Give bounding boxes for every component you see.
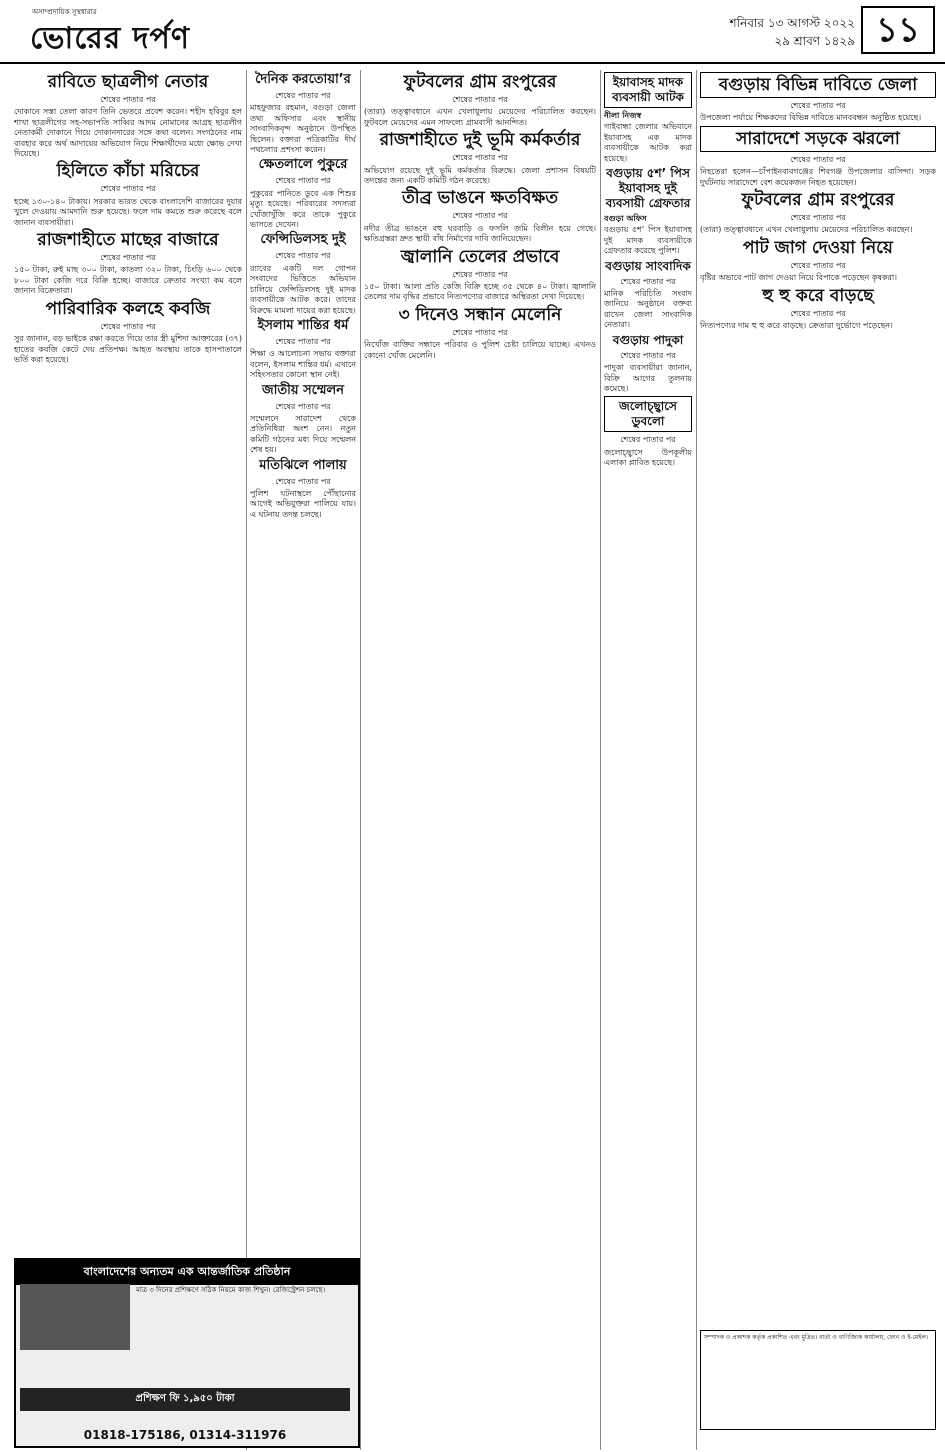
ad-phone[interactable]: 01818-175186, 01314-311976 (83, 1428, 287, 1442)
headline[interactable]: বগুড়ায় ৫শ’ পিস ইয়াবাসহ দুই ব্যবসায়ী গ্রেফতার (605, 166, 691, 211)
column-1 (14, 70, 242, 1250)
column-divider (696, 70, 697, 1450)
headline[interactable]: রাজশাহীতে দুই ভূমি কর্মকর্তার (379, 130, 581, 151)
article-body: ১৫০ টাকা। আলা প্রতি কেজি বিক্রি হচ্ছে ৩৫ থেকে ৪০ টাকা। জ্বালানি তেলের দাম বৃদ্ধির প্রভাবে নিত্যপণ্যের বাজারে অস্থিরতা দেখা দিয়েছে। (364, 282, 596, 302)
headline[interactable]: বগুড়ায় পাদুকা (612, 332, 684, 347)
date-gregorian: শনিবার ১৩ আগস্ট ২০২২ (729, 16, 855, 30)
headline[interactable]: দৈনিক করতোয়া’র (255, 72, 351, 87)
headline[interactable]: জাতীয় সম্মেলন (262, 382, 344, 398)
headline[interactable]: ৩ দিনেও সন্ধান মেলেনি (398, 304, 562, 325)
advertisement[interactable] (14, 1258, 360, 1448)
article-body: গাইবান্ধা জেলার অভিযানে ইয়াবাসহ এক মাদক ব্যবসায়ীকে আটক করা হয়েছে। (604, 122, 692, 163)
newspaper-logo[interactable]: ভোরের দর্পণ (30, 21, 190, 56)
masthead (0, 0, 945, 64)
headline[interactable]: রাজশাহীতে মাছের বাজারে (37, 230, 219, 251)
article-body: সম্মেলনে সারাদেশ থেকে প্রতিনিধিরা অংশ নেন। নতুন কমিটি গঠনের মধ্য দিয়ে সম্মেলন শেষ হয়। (250, 413, 356, 455)
headline[interactable]: ইসলাম শান্তির ধর্ম (257, 317, 349, 333)
ad-body: মাত্র ৩ দিনের প্রশিক্ষণে সঠিক নিয়মে কাজ শিখুন। রেজিস্ট্রেশন চলছে। (136, 1286, 326, 1294)
headline[interactable]: ফুটবলের গ্রাম রংপুরের (403, 72, 557, 92)
kicker: শেষের পাতার পর (452, 153, 508, 163)
masthead-tagline: অসাম্প্রদায়িক সুস্থধারার (32, 8, 97, 16)
article-body: মানিক পরিচিতি সংবাদ জানিয়ে অনুষ্ঠানে বক্তব্য রাখেন জেলা সাংবাদিক নেতারা। (604, 289, 692, 330)
article-body: দোকানে সস্তা তেলা কারণ তিনি ভেতরে প্রবেশ করেন। শহীদ হবিবুর হল শাখা ছাত্রলীগের সহ-সভাপতি সাব্বির আদম নোমানের আগ্রহ ছাত্রলীগ নেতাকর্মী দোকানে গিয়ে দোকানদারের সঙ্গে কথা বলেন। সংগঠনের নাম ব্যবহার করে অর্থ আদায়ের অভিযোগ নিয়ে শিক্ষার্থীদের মধ্যে ক্ষোভ দেখা দিয়েছে। (14, 107, 242, 159)
kicker: শেষের পাতার পর (452, 95, 508, 104)
headline[interactable]: রাবিতে ছাত্রলীগ নেতার (47, 72, 209, 92)
date-bengali: ২৯ শ্রাবণ ১৪২৯ (774, 34, 855, 48)
kicker: শেষের পাতার পর (790, 260, 846, 270)
kicker: শেষের পাতার পর (790, 154, 846, 164)
article-body: উপজেলা পর্যায়ে শিক্ষকদের বিভিন্ন দাবিতে মানববন্ধন অনুষ্ঠিত হয়েছে। (700, 113, 922, 123)
kicker: শেষের পাতার পর (275, 401, 331, 411)
kicker: শেষের পাতার পর (275, 336, 331, 346)
column-5 (700, 70, 936, 1320)
kicker: শেষের পাতার পর (100, 253, 156, 263)
article-body: পুলিশ ঘটনাস্থলে পৌঁছানোর আগেই অভিযুক্তরা পালিয়ে যায়। এ ঘটনায় তদন্ত চলছে। (250, 488, 356, 519)
article-body: বৃষ্টির অভাবে পাট জাগ দেওয়া নিয়ে বিপাকে পড়েছেন কৃষকরা। (700, 273, 898, 283)
article-body: বগুড়ায় ৫শ’ পিস ইয়াবাসহ দুই মাদক ব্যবসায়ীকে গ্রেফতার করেছে পুলিশ। (604, 225, 692, 256)
article-body: নদীর তীব্র ভাঙনে বহু ঘরবাড়ি ও ফসলি জমি বিলীন হয়ে গেছে। ক্ষতিগ্রস্তরা দ্রুত স্থায়ী বাঁধ নির্মাণের দাবি জানিয়েছেন। (364, 223, 596, 244)
kicker: শেষের পাতার পর (790, 308, 846, 318)
headline[interactable]: জ্বালানি তেলের প্রভাবে (400, 246, 560, 267)
article-body: র‍্যাবের একটি দল গোপন সংবাদের ভিত্তিতে অভিযান চালিয়ে ফেন্সিডিলসহ দুই মাদক ব্যবসায়ীকে আটক করে। তাদের বিরুদ্ধে মামলা দায়ের করা হয়েছে। (250, 263, 356, 315)
article-body: (তারা) তত্ত্বাবধানে এখন খেলাধুলায় মেয়েদের পরিচালিত করছেন। (700, 225, 913, 235)
ad-headline: বাংলাদেশের অন্যতম এক আন্তর্জাতিক প্রতিষ্ঠান (16, 1260, 358, 1285)
article-body: পাদুকা ব্যবসায়ীরা জানান, বিক্রি আগের তুলনায় কমেছে। (604, 363, 692, 393)
headline[interactable]: ফুটবলের গ্রাম রংপুরের (741, 190, 895, 211)
kicker: শেষের পাতার পর (100, 95, 156, 104)
headline[interactable]: ক্ষেতলালে পুকুরে (258, 157, 348, 173)
article-body: (তারা) তত্ত্বাবধানে এখন খেলাধুলায় মেয়েদের পরিচালিত করছেন। ফুটবলে মেয়েদের এমন সাফল্যে গ্রামবাসী আনন্দিত। (364, 107, 596, 127)
headline[interactable]: পাট জাগ দেওয়া নিয়ে (743, 237, 893, 258)
kicker: শেষের পাতার পর (790, 213, 846, 223)
article-body: সুর জানান, বড় ভাইকে রক্ষা করতে গিয়ে তার স্ত্রী মুশিদা আক্তারের (৩৭) হাতের কবজি কেটে দেয় প্রতিপক্ষ। আহত অবস্থায় তাকে হাসপাতালে ভর্তি করা হয়েছে। (14, 334, 242, 364)
kicker: শেষের পাতার পর (790, 101, 846, 110)
article-body: নিহতেরা হলেন—চাঁপাইনবাবগঞ্জের শিবগঞ্জ উপজেলার বাসিন্দা। সড়ক দুর্ঘটনায় সারাদেশে বেশ কয়েকজন নিহত হয়েছেন। (700, 167, 936, 187)
column-divider (360, 70, 361, 1450)
article-body: অভিযোগ রয়েছে দুই ভূমি কর্মকর্তার বিরুদ্ধে। জেলা প্রশাসন বিষয়টি তদন্তের জন্য একটি কমিটি গঠন করেছে। (364, 165, 596, 186)
article-body: নিখোঁজ ব্যক্তির সন্ধানে পরিবার ও পুলিশ চেষ্টা চালিয়ে যাচ্ছে। এখনও কোনো খোঁজ মেলেনি। (364, 340, 596, 360)
headline[interactable]: জলোচ্ছ্বাসে ডুবলো (604, 396, 692, 432)
kicker: শেষের পাতার পর (275, 176, 331, 186)
column-3 (364, 70, 596, 1440)
column-2 (250, 70, 356, 1250)
kicker: শেষের পাতার পর (100, 321, 156, 331)
dateline (730, 14, 855, 50)
byline: বগুড়া অফিস (604, 214, 647, 224)
imprint-box: সম্পাদক ও প্রকাশক কর্তৃক প্রকাশিত এবং মুদ্রিত। বার্তা ও বাণিজ্যিক কার্যালয়, ফোন ও ই-মেইল। (700, 1330, 936, 1430)
kicker: শেষের পাতার পর (100, 184, 156, 194)
column-divider (600, 70, 601, 1450)
headline[interactable]: হিলিতে কাঁচা মরিচের (56, 161, 200, 182)
article-body: ১৫০ টাকা, রুই মাছ ৩০০ টাকা, কাতলা ৩২০ টাকা, চিংড়ি ৬০০ থেকে ৮০০ টাকা কেজি দরে বিক্রি হচ্ছে। বাজারে ক্রেতার সংখ্যা কম বলে জানান বিক্রেতারা। (14, 265, 242, 296)
article-body: নিত্যপণ্যের দাম হু হু করে বাড়ছে। ক্রেতারা দুর্ভোগে পড়েছেন। (700, 321, 893, 331)
article-body: পুকুরের পানিতে ডুবে এক শিশুর মৃত্যু হয়েছে। পরিবারের সদস্যরা খোঁজাখুঁজি করে তাকে পুকুরে ভাসতে দেখেন। (250, 188, 356, 230)
headline[interactable]: বগুড়ায় সাংবাদিক (605, 258, 691, 273)
kicker: শেষের পাতার পর (620, 350, 676, 360)
ad-photo (20, 1284, 130, 1350)
headline[interactable]: সারাদেশে সড়কে ঝরলো (700, 126, 936, 152)
column-divider (246, 70, 247, 1450)
headline[interactable]: তীব্র ভাঙনে ক্ষতবিক্ষত (402, 188, 558, 209)
article-body: জলোচ্ছ্বাসে উপকূলীয় এলাকা প্লাবিত হয়েছে। (604, 447, 692, 468)
column-4 (604, 70, 692, 1440)
page-number: ১১ (861, 6, 935, 54)
kicker: শেষের পাতার পর (452, 269, 508, 279)
ad-price: প্রশিক্ষণ ফি ১,৯৫০ টাকা (20, 1388, 350, 1411)
kicker: শেষের পাতার পর (275, 251, 331, 261)
kicker: শেষের পাতার পর (275, 91, 331, 100)
article-body: হচ্ছে ১৩০-১৪০ টাকায়। সরকার ভারত থেকে বাংলাদেশি বাজারের দুয়ার খুলে দেওয়ায় আমদানি শুরু হয়েছে। ফলে দাম কমতে শুরু করেছে বলে জানান ব্যবসায়ীরা। (14, 196, 242, 227)
kicker: শেষের পাতার পর (620, 276, 676, 286)
article-body: মাহফুজার রহমান, বগুড়া জেলা তথ্য অফিসার এবং স্থানীয় সাংবাদিকবৃন্দ অনুষ্ঠানে উপস্থিত ছিলেন। বক্তারা পত্রিকাটির দীর্ঘ পথচলার প্রশংসা করেন। (250, 103, 356, 155)
kicker: শেষের পাতার পর (620, 435, 676, 445)
kicker: শেষের পাতার পর (275, 476, 331, 486)
headline[interactable]: হু হু করে বাড়ছে (762, 285, 874, 306)
headline[interactable]: ফেন্সিডিলসহ দুই (260, 232, 346, 248)
headline[interactable]: ইয়াবাসহ মাদক ব্যবসায়ী আটক (604, 72, 692, 108)
headline[interactable]: মতিঝিলে পালায় (259, 457, 347, 473)
article-body: শিক্ষা ও আলোচনা সভায় বক্তারা বলেন, ইসলাম শান্তির ধর্ম। এখানে সহিংসতার কোনো স্থান নেই। (250, 349, 356, 380)
kicker: শেষের পাতার পর (452, 211, 508, 221)
kicker: শেষের পাতার পর (452, 327, 508, 337)
headline[interactable]: পারিবারিক কলহে কবজি (45, 298, 211, 319)
headline[interactable]: বগুড়ায় বিভিন্ন দাবিতে জেলা (700, 72, 936, 98)
byline: নীলা নিজস্ব (604, 111, 642, 120)
